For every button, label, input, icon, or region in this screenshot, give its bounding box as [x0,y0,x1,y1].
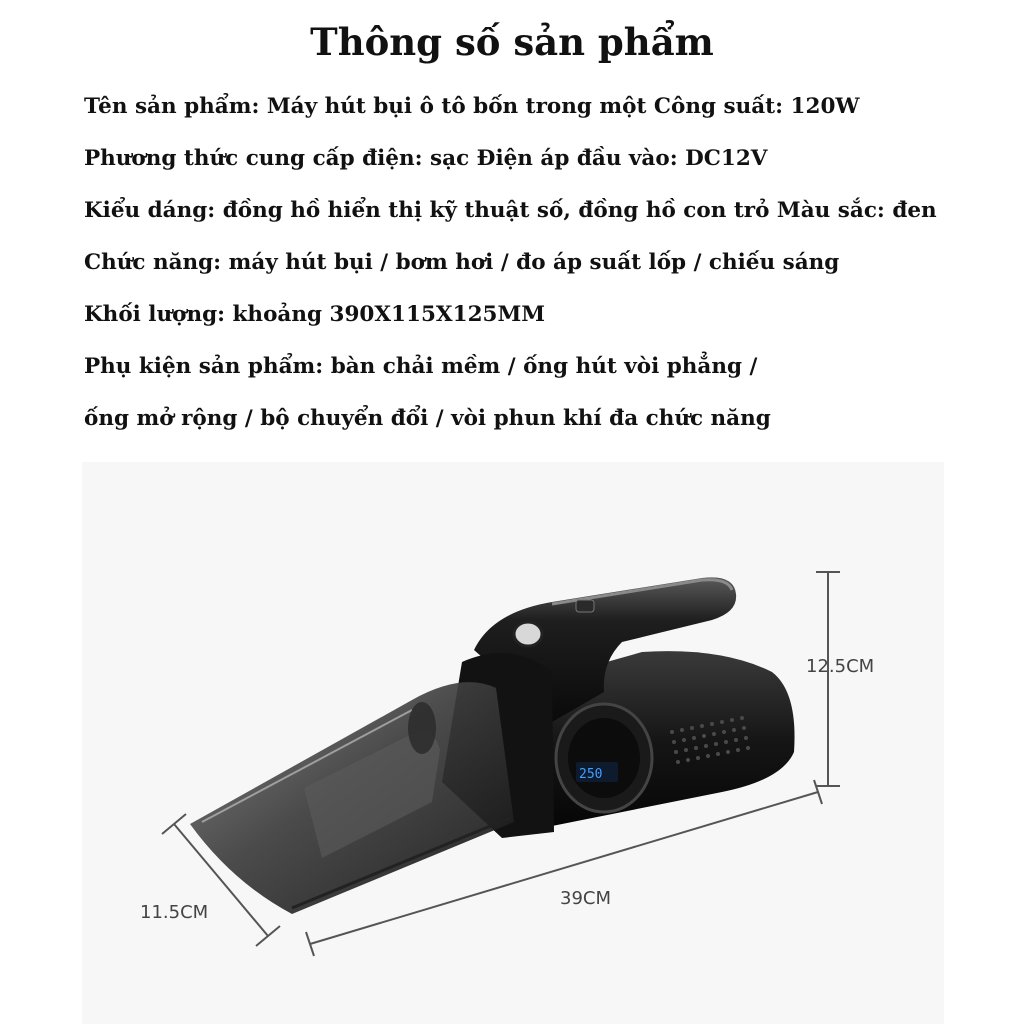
width-label: 11.5CM [140,902,209,923]
spec-product-name-power: Tên sản phẩm: Máy hút bụi ô tô bốn trong một Công suất: 120W [84,94,860,119]
vacuum-body [190,577,795,914]
product-photo [82,462,944,1024]
display-reading: 250 [579,767,603,782]
spec-list [84,88,1004,452]
spec-power-supply-voltage: Phương thức cung cấp điện: sạc Điện áp đầu vào: DC12V [84,146,768,171]
page-title: Thông số sản phẩm [310,20,714,64]
spec-accessories: Phụ kiện sản phẩm: bàn chải mềm / ống hút vòi phẳng / [84,354,758,379]
vacuum-illustration [82,462,944,1024]
spec-style-color: Kiểu dáng: đồng hồ hiển thị kỹ thuật số, đồng hồ con trỏ Màu sắc: đen [84,198,937,223]
spec-functions: Chức năng: máy hút bụi / bơm hơi / đo áp suất lốp / chiếu sáng [84,250,840,275]
height-label: 12.5CM [806,656,875,677]
length-label: 39CM [560,888,612,909]
spec-accessories-continued: ống mở rộng / bộ chuyển đổi / vòi phun khí đa chức năng [84,406,771,431]
spec-size: Khối lượng: khoảng 390X115X125MM [84,302,546,327]
height-dimension-line [816,572,840,786]
